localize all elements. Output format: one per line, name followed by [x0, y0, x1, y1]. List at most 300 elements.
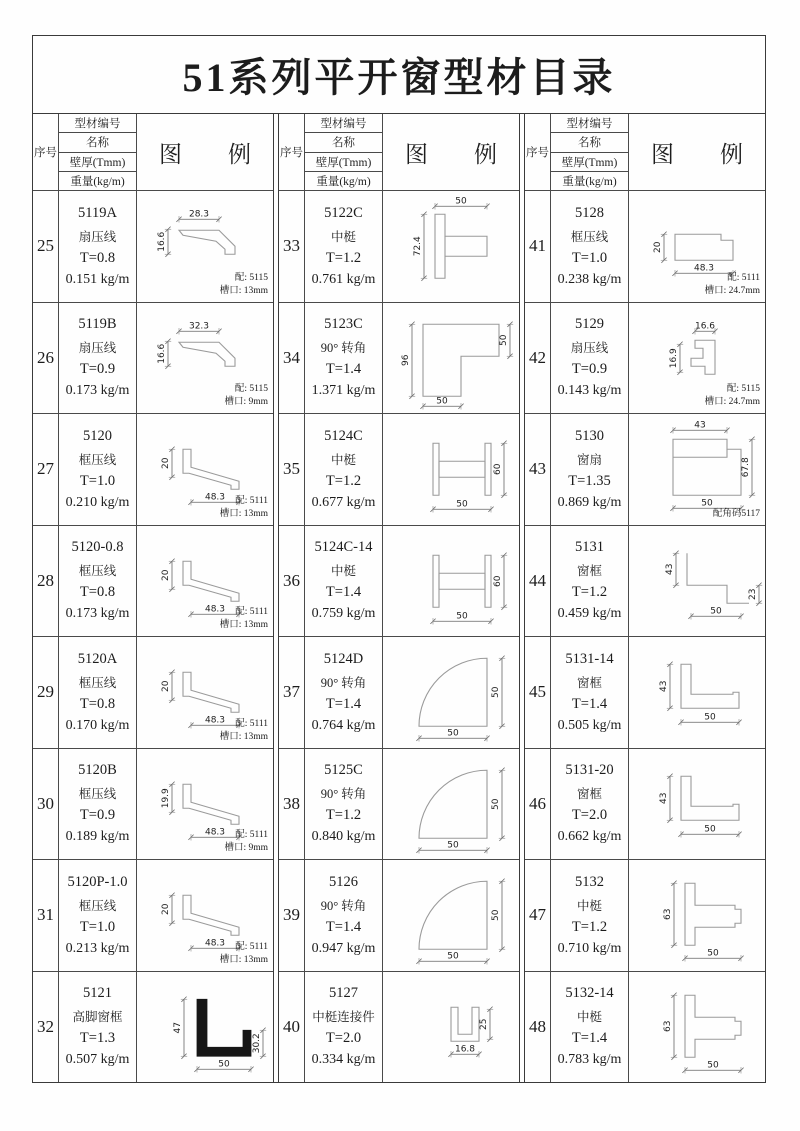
- info-cell: [59, 637, 137, 748]
- table-row: [33, 526, 273, 638]
- diagram-notes: [705, 383, 760, 409]
- table-row: [33, 303, 273, 415]
- wall-thickness: T=0.9: [571, 361, 608, 378]
- row-number: 37: [283, 682, 300, 702]
- info-cell: [59, 972, 137, 1083]
- header-sub2: 名称: [305, 133, 382, 152]
- header-sub2: 名称: [59, 133, 136, 152]
- legend-cell: [629, 414, 765, 525]
- wall-thickness: T=1.2: [325, 472, 362, 489]
- profile-diagram: [629, 637, 765, 748]
- profile-diagram: [629, 526, 765, 637]
- info-cell: [59, 749, 137, 860]
- legend-cell: [383, 637, 519, 748]
- profile-weight: 0.189 kg/m: [65, 829, 130, 845]
- profile-diagram: [383, 191, 519, 302]
- legend-char-a: 图: [651, 141, 674, 167]
- seq-cell: [33, 526, 59, 637]
- profile-name: 框压线: [570, 229, 609, 244]
- profile-group-2: [278, 114, 520, 1082]
- profile-diagram: [383, 749, 519, 860]
- profile-name: 中梃: [330, 564, 356, 579]
- table-row: [525, 414, 765, 526]
- info-cell: [59, 303, 137, 414]
- header-seq-label: 序号: [33, 114, 59, 190]
- seq-cell: [279, 191, 305, 302]
- dim-label: 96: [401, 354, 411, 366]
- header-sub1: 型材编号: [551, 114, 628, 133]
- table-row: [33, 414, 273, 526]
- profile-name: 窗框: [576, 675, 602, 690]
- dim-label: 50: [447, 951, 459, 962]
- profile-diagram: [383, 860, 519, 971]
- profile-name: 框压线: [78, 452, 117, 467]
- profile-code: 5121: [83, 985, 112, 1002]
- table-row: [279, 749, 519, 861]
- dim-label: 63: [663, 908, 673, 920]
- dim-label: 50: [499, 334, 509, 346]
- table-row: [525, 637, 765, 749]
- table-row: [525, 860, 765, 972]
- dim-label: 30.2: [252, 1032, 262, 1053]
- table-groups: [33, 114, 765, 1082]
- row-number: 30: [37, 793, 54, 813]
- header-legend: [137, 114, 273, 190]
- dim-label: 20: [161, 680, 171, 692]
- dim-label: 16.6: [157, 343, 167, 364]
- info-cell: [305, 526, 383, 637]
- dim-label: 19.9: [161, 787, 171, 808]
- legend-cell: [629, 303, 765, 414]
- seq-cell: [525, 637, 551, 748]
- header-sub3: 壁厚(Tmm): [59, 153, 136, 172]
- table-row: [279, 303, 519, 415]
- profile-name: 框压线: [78, 564, 117, 579]
- dim-label: 60: [493, 463, 503, 475]
- info-cell: [305, 972, 383, 1083]
- row-number: 38: [283, 793, 300, 813]
- header-sub4: 重量(kg/m): [562, 175, 617, 188]
- diagram-note-line: 槽口: 13mm: [219, 731, 268, 742]
- profile-code: 5128: [575, 204, 604, 221]
- seq-cell: [279, 526, 305, 637]
- dim-label: 50: [491, 686, 501, 698]
- dim-label: 23: [748, 588, 758, 600]
- wall-thickness: T=1.4: [571, 1030, 608, 1047]
- info-cell: [551, 637, 629, 748]
- info-cell: [551, 749, 629, 860]
- diagram-notes: [713, 508, 760, 521]
- header-legend: [383, 114, 519, 190]
- profile-weight: 0.869 kg/m: [557, 494, 622, 510]
- diagram-note-line: 配: 5115: [726, 384, 760, 395]
- legend-cell: [383, 526, 519, 637]
- group-header: [525, 114, 765, 191]
- diagram-notes: [224, 829, 268, 855]
- row-number: 43: [529, 459, 546, 479]
- profile-name: 90° 转角: [320, 675, 367, 690]
- diagram-note-line: 配角码5117: [712, 508, 760, 519]
- dim-label: 20: [653, 241, 663, 253]
- profile-diagram: [629, 972, 765, 1083]
- dim-label: 50: [455, 196, 467, 207]
- diagram-notes: [220, 272, 268, 298]
- profile-weight: 0.761 kg/m: [311, 271, 376, 287]
- dim-label: 63: [663, 1020, 673, 1032]
- profile-diagram: [383, 972, 519, 1083]
- profile-name: 中梃: [576, 1010, 602, 1025]
- profile-weight: 0.334 kg/m: [311, 1052, 376, 1068]
- diagram-note-line: 槽口: 13mm: [219, 508, 268, 519]
- profile-diagram: [383, 637, 519, 748]
- row-number: 40: [283, 1016, 300, 1036]
- profile-weight: 0.507 kg/m: [65, 1052, 130, 1068]
- info-cell: [59, 526, 137, 637]
- profile-weight: 0.764 kg/m: [311, 717, 376, 733]
- seq-cell: [525, 191, 551, 302]
- wall-thickness: T=1.0: [79, 918, 116, 935]
- dim-label: 28.3: [188, 209, 210, 220]
- legend-char-b: 例: [228, 141, 251, 167]
- profile-weight: 0.677 kg/m: [311, 494, 376, 510]
- profile-diagram: [629, 860, 765, 971]
- wall-thickness: T=1.2: [571, 918, 608, 935]
- wall-thickness: T=0.8: [79, 249, 116, 266]
- group-header: [33, 114, 273, 191]
- wall-thickness: T=1.2: [325, 249, 362, 266]
- legend-cell: [629, 972, 765, 1083]
- profile-name: 框压线: [78, 898, 117, 913]
- profile-name: 扇压线: [78, 341, 117, 356]
- row-number: 46: [529, 793, 546, 813]
- seq-cell: [33, 972, 59, 1083]
- wall-thickness: T=0.9: [79, 807, 116, 824]
- legend-cell: [383, 414, 519, 525]
- header-sub3: 壁厚(Tmm): [305, 153, 382, 172]
- info-cell: [305, 414, 383, 525]
- legend-cell: [383, 749, 519, 860]
- legend-char-b: 例: [474, 141, 497, 167]
- seq-cell: [279, 637, 305, 748]
- dim-label: 48.3: [204, 492, 226, 503]
- header-seq-label: 序号: [525, 114, 551, 190]
- dim-label: 47: [173, 1021, 183, 1033]
- legend-cell: [137, 303, 273, 414]
- dim-label: 72.4: [413, 236, 423, 257]
- profile-code: 5131-14: [565, 650, 614, 667]
- dim-label: 16.6: [157, 231, 167, 252]
- profile-diagram: [137, 972, 273, 1083]
- legend-cell: [383, 191, 519, 302]
- seq-cell: [525, 303, 551, 414]
- legend-cell: [629, 637, 765, 748]
- profile-code: 5124D: [323, 650, 364, 667]
- profile-weight: 0.783 kg/m: [557, 1052, 622, 1068]
- seq-cell: [525, 526, 551, 637]
- profile-code: 5126: [329, 873, 358, 890]
- profile-code: 5119B: [78, 316, 117, 333]
- profile-code: 5127: [329, 985, 358, 1002]
- wall-thickness: T=1.4: [325, 695, 362, 712]
- dim-label: 32.3: [188, 320, 210, 331]
- seq-cell: [33, 191, 59, 302]
- legend-cell: [629, 749, 765, 860]
- diagram-note-line: 槽口: 24.7mm: [704, 285, 760, 296]
- diagram-note-line: 配: 5111: [727, 272, 760, 283]
- seq-cell: [33, 637, 59, 748]
- info-cell: [551, 414, 629, 525]
- profile-weight: 0.759 kg/m: [311, 606, 376, 622]
- info-cell: [59, 191, 137, 302]
- row-number: 33: [283, 236, 300, 256]
- legend-cell: [137, 414, 273, 525]
- seq-cell: [33, 303, 59, 414]
- info-cell: [551, 191, 629, 302]
- header-sub2: 名称: [551, 133, 628, 152]
- dim-label: 16.6: [694, 320, 716, 331]
- dim-label: 50: [704, 823, 716, 834]
- profile-group-1: [33, 114, 274, 1082]
- dim-label: 43: [659, 680, 669, 692]
- profile-code: 5120P-1.0: [67, 873, 128, 890]
- catalog-sheet: [32, 35, 766, 1083]
- dim-label: 50: [218, 1058, 230, 1069]
- profile-diagram: [383, 303, 519, 414]
- info-cell: [59, 860, 137, 971]
- dim-label: 60: [493, 575, 503, 587]
- row-number: 29: [37, 682, 54, 702]
- table-row: [279, 414, 519, 526]
- legend-char-a: 图: [405, 141, 428, 167]
- seq-cell: [525, 414, 551, 525]
- row-number: 47: [529, 905, 546, 925]
- profile-weight: 0.947 kg/m: [311, 940, 376, 956]
- header-sub1: 型材编号: [59, 114, 136, 133]
- info-cell: [305, 860, 383, 971]
- table-row: [33, 637, 273, 749]
- profile-weight: 0.173 kg/m: [65, 606, 130, 622]
- seq-cell: [33, 414, 59, 525]
- row-number: 41: [529, 236, 546, 256]
- header-legend: [629, 114, 765, 190]
- legend-cell: [137, 637, 273, 748]
- dim-label: 48.3: [204, 715, 226, 726]
- diagram-note-line: 槽口: 9mm: [224, 397, 268, 408]
- diagram-note-line: 配: 5115: [234, 384, 268, 395]
- profile-name: 中梃连接件: [312, 1010, 375, 1025]
- profile-group-3: [524, 114, 765, 1082]
- dim-label: 50: [456, 610, 468, 621]
- dim-label: 50: [707, 948, 719, 959]
- diagram-notes: [220, 718, 268, 744]
- dim-label: 16.9: [669, 347, 679, 368]
- dim-label: 43: [665, 563, 675, 575]
- diagram-note-line: 槽口: 13mm: [219, 954, 268, 965]
- row-number: 32: [37, 1016, 54, 1036]
- row-number: 34: [283, 347, 300, 367]
- profile-name: 高脚窗框: [72, 1010, 123, 1025]
- dim-label: 48.3: [204, 938, 226, 949]
- table-row: [279, 637, 519, 749]
- dim-label: 50: [491, 798, 501, 810]
- row-number: 31: [37, 905, 54, 925]
- diagram-notes: [220, 941, 268, 967]
- profile-code: 5125C: [324, 762, 363, 779]
- header-sub1: 型材编号: [305, 114, 382, 133]
- header-info-column: [551, 114, 629, 190]
- header-info-column: [59, 114, 137, 190]
- profile-code: 5122C: [324, 204, 363, 221]
- profile-code: 5132: [575, 873, 604, 890]
- wall-thickness: T=1.3: [79, 1030, 116, 1047]
- profile-name: 中梃: [576, 898, 602, 913]
- diagram-note-line: 配: 5111: [235, 830, 268, 841]
- group-header: [279, 114, 519, 191]
- profile-code: 5131: [575, 539, 604, 556]
- info-cell: [551, 860, 629, 971]
- dim-label: 50: [491, 909, 501, 921]
- dim-label: 50: [447, 839, 459, 850]
- profile-code: 5123C: [324, 316, 363, 333]
- diagram-note-line: 配: 5111: [235, 607, 268, 618]
- profile-code: 5120B: [78, 762, 117, 779]
- profile-weight: 0.173 kg/m: [65, 383, 130, 399]
- profile-name: 扇压线: [78, 229, 117, 244]
- legend-cell: [383, 303, 519, 414]
- profile-code: 5131-20: [565, 762, 614, 779]
- diagram-note-line: 槽口: 9mm: [224, 843, 268, 854]
- table-row: [33, 191, 273, 303]
- dim-label: 16.8: [454, 1043, 476, 1054]
- table-row: [525, 191, 765, 303]
- profile-weight: 0.662 kg/m: [557, 829, 622, 845]
- profile-weight: 0.459 kg/m: [557, 606, 622, 622]
- profile-name: 扇压线: [570, 341, 609, 356]
- row-number: 25: [37, 236, 54, 256]
- dim-label: 50: [447, 728, 459, 739]
- wall-thickness: T=0.8: [79, 584, 116, 601]
- profile-weight: 0.170 kg/m: [65, 717, 130, 733]
- row-number: 42: [529, 347, 546, 367]
- row-number: 48: [529, 1016, 546, 1036]
- diagram-notes: [224, 383, 268, 409]
- profile-weight: 0.710 kg/m: [557, 940, 622, 956]
- table-row: [33, 972, 273, 1083]
- profile-weight: 0.143 kg/m: [557, 383, 622, 399]
- seq-cell: [33, 860, 59, 971]
- legend-cell: [383, 860, 519, 971]
- info-cell: [305, 749, 383, 860]
- table-row: [33, 860, 273, 972]
- info-cell: [305, 303, 383, 414]
- legend-cell: [137, 191, 273, 302]
- profile-diagram: [383, 526, 519, 637]
- info-cell: [305, 637, 383, 748]
- wall-thickness: T=1.4: [571, 695, 608, 712]
- seq-cell: [525, 860, 551, 971]
- table-row: [279, 972, 519, 1083]
- seq-cell: [279, 972, 305, 1083]
- info-cell: [305, 191, 383, 302]
- legend-cell: [383, 972, 519, 1083]
- profile-name: 中梃: [330, 452, 356, 467]
- dim-label: 43: [694, 420, 706, 431]
- diagram-note-line: 槽口: 24.7mm: [704, 397, 760, 408]
- row-number: 27: [37, 459, 54, 479]
- table-row: [525, 972, 765, 1083]
- diagram-note-line: 槽口: 13mm: [219, 620, 268, 631]
- legend-cell: [137, 972, 273, 1083]
- wall-thickness: T=1.0: [571, 249, 608, 266]
- diagram-note-line: 配: 5111: [235, 941, 268, 952]
- header-sub4: 重量(kg/m): [316, 175, 371, 188]
- seq-cell: [525, 749, 551, 860]
- profile-name: 中梃: [330, 229, 356, 244]
- header-sub3: 壁厚(Tmm): [551, 153, 628, 172]
- wall-thickness: T=1.4: [325, 584, 362, 601]
- dim-label: 20: [161, 457, 171, 469]
- diagram-notes: [220, 495, 268, 521]
- seq-cell: [33, 749, 59, 860]
- seq-cell: [279, 303, 305, 414]
- legend-cell: [137, 526, 273, 637]
- wall-thickness: T=1.0: [79, 472, 116, 489]
- dim-label: 50: [707, 1059, 719, 1070]
- dim-label: 48.3: [693, 263, 715, 274]
- profile-code: 5129: [575, 316, 604, 333]
- table-row: [279, 526, 519, 638]
- profile-name: 窗扇: [576, 452, 602, 467]
- profile-name: 窗框: [576, 564, 602, 579]
- wall-thickness: T=1.2: [571, 584, 608, 601]
- legend-cell: [137, 860, 273, 971]
- profile-diagram: [383, 414, 519, 525]
- wall-thickness: T=2.0: [571, 807, 608, 824]
- seq-cell: [279, 414, 305, 525]
- profile-name: 窗框: [576, 787, 602, 802]
- profile-code: 5120-0.8: [71, 539, 124, 556]
- legend-cell: [629, 860, 765, 971]
- table-row: [525, 749, 765, 861]
- info-cell: [551, 526, 629, 637]
- profile-weight: 0.505 kg/m: [557, 717, 622, 733]
- dim-label: 50: [701, 498, 713, 509]
- row-number: 35: [283, 459, 300, 479]
- profile-name: 框压线: [78, 675, 117, 690]
- legend-char-b: 例: [720, 141, 743, 167]
- legend-cell: [629, 191, 765, 302]
- profile-diagram: [629, 749, 765, 860]
- wall-thickness: T=2.0: [325, 1030, 362, 1047]
- row-number: 26: [37, 347, 54, 367]
- profile-name: 框压线: [78, 787, 117, 802]
- diagram-note-line: 槽口: 13mm: [219, 285, 268, 296]
- diagram-notes: [220, 606, 268, 632]
- row-number: 28: [37, 570, 54, 590]
- profile-code: 5124C-14: [314, 539, 373, 556]
- profile-code: 5130: [575, 427, 604, 444]
- row-number: 39: [283, 905, 300, 925]
- wall-thickness: T=1.4: [325, 361, 362, 378]
- table-row: [279, 860, 519, 972]
- dim-label: 50: [710, 605, 722, 616]
- wall-thickness: T=0.8: [79, 695, 116, 712]
- diagram-note-line: 配: 5111: [235, 495, 268, 506]
- info-cell: [59, 414, 137, 525]
- profile-code: 5124C: [324, 427, 363, 444]
- seq-cell: [279, 749, 305, 860]
- page-title: 51系列平开窗型材目录: [33, 36, 765, 114]
